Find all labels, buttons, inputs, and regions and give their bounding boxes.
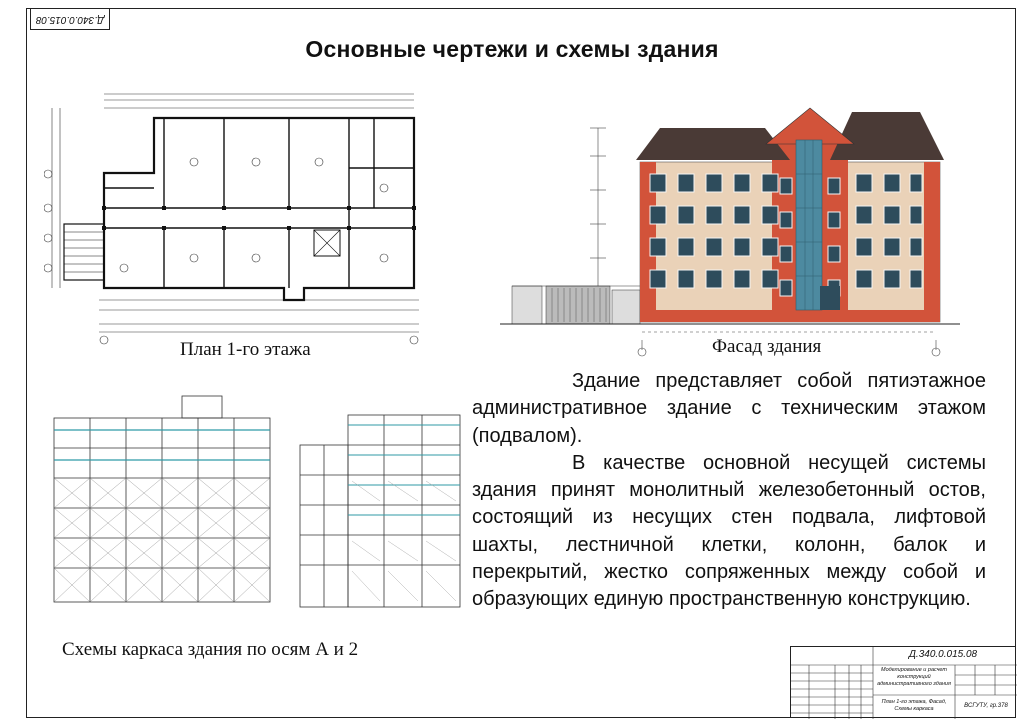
floor-plan-drawing (44, 88, 434, 350)
frame-scheme-axis-a (42, 390, 282, 630)
facade-caption: Фасад здания (712, 336, 822, 357)
title-block-organization: ВСГУТУ, гр.378 (964, 703, 1008, 709)
title-block-project: Моделирование и расчет конструкций административного здания (877, 667, 951, 687)
page-title: Основные чертежи и схемы здания (305, 36, 719, 62)
drawing-title-block (790, 646, 1016, 718)
corner-stamp: Д.340.0.015.08 (30, 8, 110, 30)
title-block-code: Д.340.0.015.08 (908, 649, 978, 660)
frame-caption: Схемы каркаса здания по осям А и 2 (62, 639, 359, 660)
building-description (472, 368, 986, 614)
frame-scheme-axis-2 (292, 405, 467, 630)
description-paragraph-2: В качестве основной несущей системы здания принят монолитный железобетонный остов, состоящий из несущих стен подвала, лифтовой шахты, лестничной клетки, колонн, балок и перекрытий, жестко сопряженных между собой и образующих единую пространственную конструкцию. (472, 451, 986, 611)
description-paragraph-1: Здание представляет собой пятиэтажное административное здание с техническим этажом (подвалом). (472, 370, 986, 447)
floor-plan-caption: План 1-го этажа (180, 339, 311, 360)
title-block-sheet-name: План 1-го этажа, Фасад, Схемы каркаса (881, 699, 947, 712)
facade-drawing (500, 100, 960, 360)
